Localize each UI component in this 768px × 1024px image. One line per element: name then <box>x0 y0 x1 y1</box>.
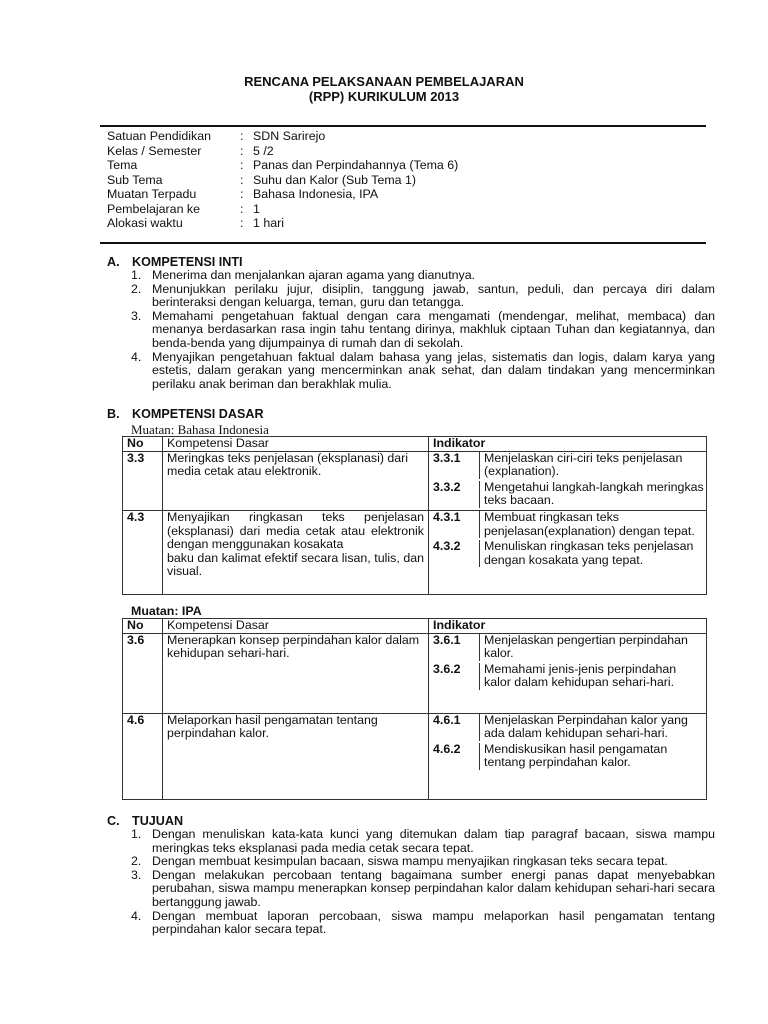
list-item: 1. Dengan menuliskan kata-kata kunci yang ditemukan dalam tiap paragraf bacaan, siswa mampu meringkas teks eksplanasi pada media cetak secara tepat. <box>131 827 715 855</box>
indicator: 3.3.2 Mengetahui langkah-langkah meringkas teks bacaan. <box>429 481 706 508</box>
indicator: 3.3.1 Menjelaskan ciri-ciri teks penjelasan (explanation). <box>429 452 706 479</box>
identity-row: Sub Tema : Suhu dan Kalor (Sub Tema 1) <box>107 172 417 187</box>
table-header-row: No Kompetensi Dasar Indikator <box>123 437 707 452</box>
identity-rule <box>100 242 706 244</box>
list-item: 4. Dengan membuat laporan percobaan, siswa mampu melaporkan hasil pengamatan tentang perpindahan kalor secara tepat. <box>131 908 715 937</box>
doc-title-line2: (RPP) KURIKULUM 2013 <box>308 89 460 104</box>
indicator: 3.6.2 Memahami jenis-jenis perpindahan kalor dalam kehidupan sehari-hari. <box>429 663 706 690</box>
identity-row: Tema : Panas dan Perpindahannya (Tema 6) <box>107 158 459 172</box>
indicator: 4.6.2 Mendiskusikan hasil pengamatan tentang perpindahan kalor. <box>429 743 706 770</box>
section-c-heading: C. TUJUAN <box>107 814 184 828</box>
kd-table-ipa <box>122 618 707 800</box>
list-item: 4. Menyajikan pengetahuan faktual dalam bahasa yang jelas, sistematis dan logis, dalam karya yang estetis, dalam gerakan yang mencerminkan anak sehat, dan dalam tindakan yang mencerminkan perilaku anak beriman dan berakhlak mulia. <box>131 349 715 391</box>
tujuan-list <box>131 828 715 937</box>
list-item: 2. Dengan membuat kesimpulan bacaan, siswa mampu menyajikan ringkasan teks secara tepat. <box>131 854 668 869</box>
kd-table-bahasa-indonesia <box>122 436 707 595</box>
table-row: 3.3 Meringkas teks penjelasan (eksplanasi) dari media cetak atau elektronik. 3.3.1 Menjelaskan ciri-ciri teks penjelasan (explanation). 3.3.2 Mengetahui langkah-langkah meringkas teks bacaan. <box>123 451 707 510</box>
muatan-ipa-label: Muatan: IPA <box>131 604 202 618</box>
identity-row: Satuan Pendidikan : SDN Sarirejo <box>107 129 326 143</box>
indicator: 3.6.1 Menjelaskan pengertian perpindahan kalor. <box>429 634 706 661</box>
identity-row: Alokasi waktu : 1 hari <box>107 216 284 230</box>
identity-row: Pembelajaran ke : 1 <box>107 201 260 216</box>
identity-row: Muatan Terpadu : Bahasa Indonesia, IPA <box>107 187 379 201</box>
top-rule <box>100 125 706 127</box>
indicator: 4.3.1 Membuat ringkasan teks penjelasan(explanation) dengan tepat. <box>429 511 706 538</box>
indicator: 4.3.2 Menuliskan ringkasan teks penjelasan dengan kosakata yang tepat. <box>429 540 706 567</box>
list-item: 1. Menerima dan menjalankan ajaran agama yang dianutnya. <box>131 268 476 282</box>
list-item: 3. Dengan melakukan percobaan tentang bagaimana sumber energi panas dapat menyebabkan perubahan, siswa mampu menerapkan konsep perpindahan kalor dalam kehidupan sehari-hari secara bertanggung jawab. <box>131 867 715 909</box>
list-item: 3. Memahami pengetahuan faktual dengan cara mengamati (mendengar, melihat, membaca) dan menanya berdasarkan rasa ingin tahu tentang dirinya, makhluk ciptaan Tuhan dan kegiatannya, dan benda-benda yang dijumpainya di rumah dan di sekolah. <box>131 308 715 350</box>
indicator: 4.6.1 Menjelaskan Perpindahan kalor yang ada dalam kehidupan sehari-hari. <box>429 714 706 741</box>
identity-row: Kelas / Semester : 5 /2 <box>107 143 274 158</box>
identity-block <box>107 129 707 231</box>
section-b-heading: B. KOMPETENSI DASAR <box>107 407 264 421</box>
table-row: 4.3 Menyajikan ringkasan teks penjelasan (eksplanasi) dari media cetak atau elektronik dengan menggunakan kosakata baku dan kalimat efektif secara lisan, tulis, dan visual. 4.3.1 Membuat ringkasan teks penjelasan(explanation) dengan tepat. 4.3.2 Menuliskan ringkasan teks penjelasan dengan kosakata yang tepat. <box>123 510 707 594</box>
doc-title-line1: RENCANA PELAKSANAAN PEMBELAJARAN <box>244 74 524 89</box>
muatan-bi-label: Muatan: Bahasa Indonesia <box>131 422 269 437</box>
list-item: 2. Menunjukkan perilaku jujur, disiplin, tanggung jawab, santun, peduli, dan percaya diri dalam berinteraksi dengan keluarga, teman, guru dan tetangga. <box>131 281 715 310</box>
table-row: 4.6 Melaporkan hasil pengamatan tentang perpindahan kalor. 4.6.1 Menjelaskan Perpindahan kalor yang ada dalam kehidupan sehari-hari. 4.6.2 Mendiskusikan hasil pengamatan tentang perpindahan kalor. <box>123 713 707 799</box>
table-header-row: No Kompetensi Dasar Indikator <box>123 619 707 634</box>
section-a-heading: A. KOMPETENSI INTI <box>107 255 243 269</box>
table-row: 3.6 Menerapkan konsep perpindahan kalor dalam kehidupan sehari-hari. 3.6.1 Menjelaskan pengertian perpindahan kalor. 3.6.2 Memahami jenis-jenis perpindahan kalor dalam kehidupan sehari-hari. <box>123 633 707 713</box>
ki-list <box>131 269 715 391</box>
